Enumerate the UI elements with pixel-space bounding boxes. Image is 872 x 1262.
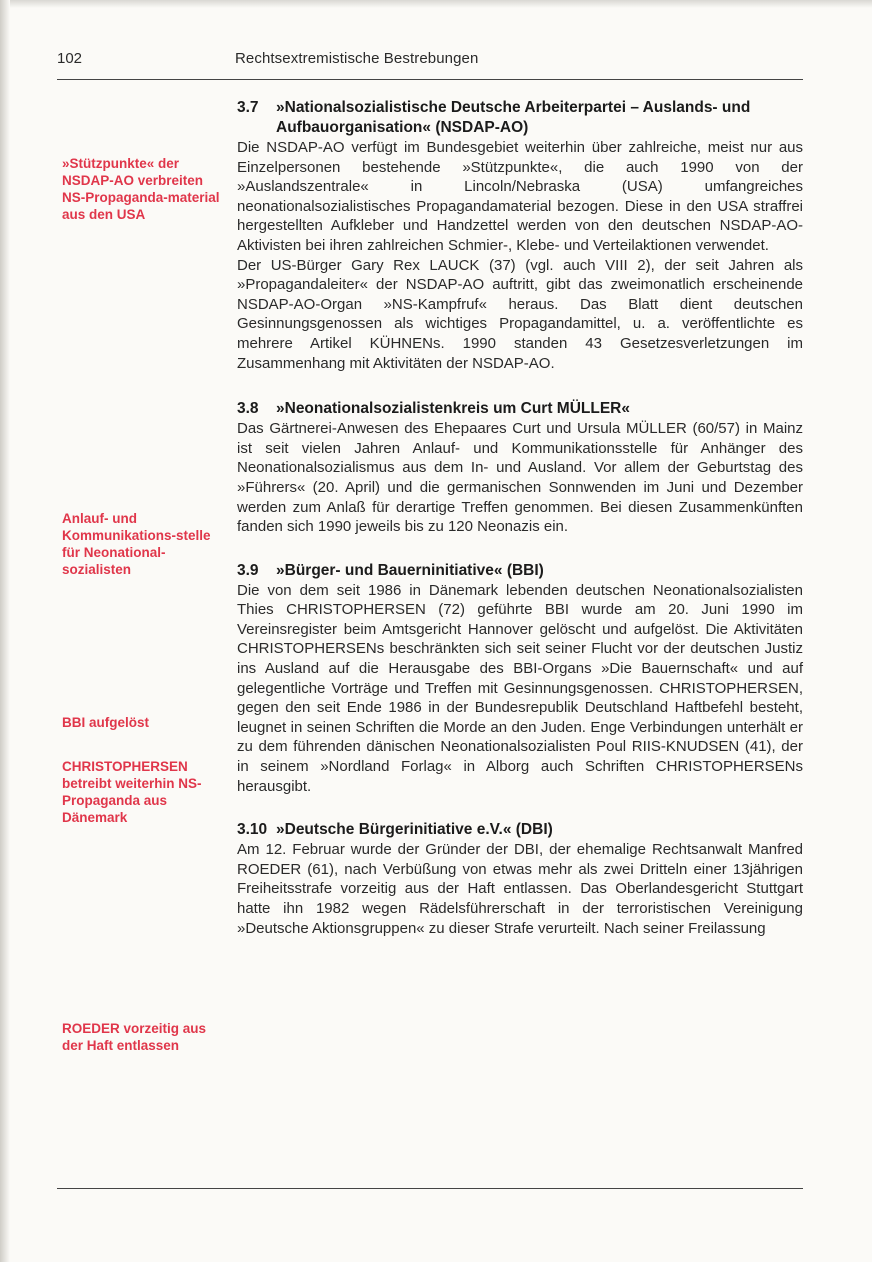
section-title-text: »Bürger- und Bauerninitiative« (BBI) [276,561,544,579]
section-title-text: »Nationalsozialistische Deutsche Arbeiterpartei – Auslands- und Aufbauorganisation« (NSDAP-AO) [276,99,751,136]
section-title-text: »Deutsche Bürgerinitiative e.V.« (DBI) [276,821,553,839]
margin-note-stuetzpunkte: »Stützpunkte« der NSDAP-AO verbreiten NS-Propaganda-material aus den USA [62,156,220,222]
paragraph: Das Gärtnerei-Anwesen des Ehepaares Curt und Ursula MÜLLER (60/57) in Mainz ist seit vielen Jahren Anlauf- und Kommunikationsstelle für Anhänger des Neonationalsozialismus aus dem In- und Ausland. Vor allem der Geburtstag des »Führers« (20. April) und die germanischen Sonnwenden im Juni und Dezember werden zum Anlaß für derartige Treffen genommen. Bei diesen Zusammenkünften fanden sich 1990 jeweils bis zu 120 Neonazis ein. [237,420,803,536]
section-heading [237,561,803,581]
paragraph: Der US-Bürger Gary Rex LAUCK (37) (vgl. auch VIII 2), der seit Jahren als »Propagandaleiter« der NSDAP-AO auftritt, gibt das zweimonatlich erscheinende NSDAP-AO-Organ »NS-Kampfruf« heraus. Das Blatt dient deutschen Gesinnungsgenossen als wichtiges Propagandamittel, u. a. veröffentlichte es mehrere Artikel KÜHNENs. 1990 standen 43 Gesetzesverletzungen im Zusammenhang mit Aktivitäten der NSDAP-AO. [237,256,803,372]
header-rule [57,79,803,80]
margin-note-christophersen: CHRISTOPHERSEN betreibt weiterhin NS-Propaganda aus Dänemark [62,759,202,825]
margin-note-anlaufstelle: Anlauf- und Kommunikations-stelle für Neonational-sozialisten [62,511,211,577]
paragraph: Die von dem seit 1986 in Dänemark lebenden deutschen Neonationalsozialisten Thies CHRISTOPHERSEN (72) geführte BBI wurde am 20. Juni 1990 im Vereinsregister beim Amtsgericht Hannover gelöscht und aufgelöst. Die Aktivitäten CHRISTOPHERSENs beschränkten sich seit seiner Flucht vor der deutschen Justiz ins Ausland auf die Herausgabe des BBI-Organs »Die Bauernschaft« und auf gelegentliche Vorträge und Treffen mit Gesinnungsgenossen. CHRISTOPHERSEN, gegen den seit Ende 1986 in der Bundesrepublik Deutschland Haftbefehl besteht, leugnet in seinen Schriften die Morde an den Juden. Enge Verbindungen unterhält er zu dem führenden dänischen Neonationalsozialisten Poul RIIS-KNUDSEN (41), der in seinem »Nordland Forlag« in Alborg auch Schriften CHRISTOPHERSENs herausgibt. [237,581,803,795]
section-3-8 [237,399,803,537]
section-3-10 [237,820,803,938]
section-number: 3.9 [237,561,259,579]
section-3-9 [237,561,803,797]
page-number: 102 [57,50,83,67]
section-3-7 [237,98,803,373]
running-head [57,50,803,74]
paragraph: Die NSDAP-AO verfügt im Bundesgebiet weiterhin über zahlreiche, meist nur aus Einzelpersonen bestehende »Stützpunkte«, die auch 1990 von der »Auslandszentrale« in Lincoln/Nebraska (USA) umfangreiches neonationalsozialistisches Propagandamaterial bezogen. Diese in den USA straffrei hergestellten Aufkleber und Handzettel werden von den deutschen NSDAP-AO-Aktivisten bei ihren zahlreichen Schmier-, Klebe- und Verteilaktionen verwendet. [237,139,803,254]
margin-note-roeder: ROEDER vorzeitig aus der Haft entlassen [62,1021,207,1053]
section-number: 3.10 [237,821,268,839]
section-number: 3.7 [237,99,259,116]
section-heading [237,820,803,840]
paragraph: Am 12. Februar wurde der Gründer der DBI, der ehemalige Rechtsanwalt Manfred ROEDER (61), nach Verbüßung von etwas mehr als zwei Dritteln einer 13jährigen Freiheitsstrafe vorzeitig aus der Haft entlassen. Das Oberlandesgericht Stuttgart hatte ihn 1982 wegen Rädelsführerschaft in der terroristischen Vereinigung »Deutsche Aktionsgruppen« zu dieser Strafe verurteilt. Nach seiner Freilassung [237,841,803,937]
section-title-text: »Neonationalsozialistenkreis um Curt MÜLLER« [276,400,630,418]
scan-shadow-top [0,0,872,8]
footer-rule [57,1188,803,1189]
scan-shadow-left [0,0,10,1262]
main-text [237,98,803,958]
section-heading [237,399,803,419]
margin-note-bbi-aufgeloest: BBI aufgelöst [62,715,150,730]
running-title: Rechtsextremistische Bestrebungen [235,50,479,67]
section-number: 3.8 [237,400,259,418]
section-heading [237,98,803,138]
